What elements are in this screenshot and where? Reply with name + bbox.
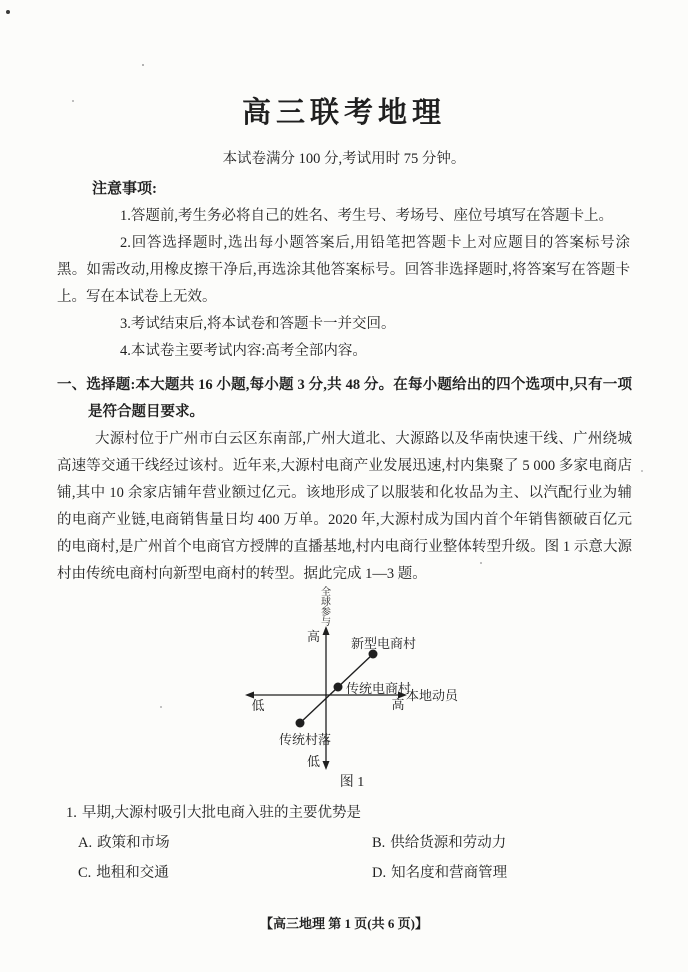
option-text: 政策和市场 bbox=[97, 835, 170, 851]
y-axis-low-tick: 低 bbox=[306, 754, 320, 769]
scan-speck bbox=[160, 706, 162, 708]
option-label: D. bbox=[372, 865, 387, 881]
point-traditional-village bbox=[296, 719, 305, 728]
option-text: 地租和交通 bbox=[96, 865, 169, 881]
notice-item: 1.答题前,考生务必将自己的姓名、考生号、考场号、座位号填写在答题卡上。 bbox=[120, 208, 613, 224]
x-axis-label: 本地动员 bbox=[406, 688, 459, 703]
question-stem-text: 早期,大源村吸引大批电商入驻的主要优势是 bbox=[81, 805, 361, 821]
notice-item: 4.本试卷主要考试内容:高考全部内容。 bbox=[120, 343, 367, 359]
notice-heading: 注意事项: bbox=[92, 181, 157, 197]
question-stem bbox=[66, 798, 632, 828]
option-a bbox=[57, 828, 372, 858]
option-d bbox=[372, 858, 507, 888]
option-label: B. bbox=[372, 835, 386, 851]
reading-passage: 大源村位于广州市白云区东南部,广州大道北、大源路以及华南快速干线、广州绕城高速等交通干线经过该村。近年来,大源村电商产业发展迅速,村内集聚了 5 000 多家电商店铺,其中 10 余家店铺年营业额过亿元。该地形成了以服装和化妆品为主、以汽配行业为辅的电商产业链,电商销售量日均 400 万单。2020 年,大源村成为国内首个年销售额破百亿元的电商村,是广州首个电商官方授牌的直播基地,村内电商行业整体转型升级。图 1 示意大源村由传统电商村向新型电商村的转型。据此完成 1—3 题。 bbox=[57, 431, 632, 582]
page-title: 高三联考地理 bbox=[241, 97, 446, 130]
notice-item: 3.考试结束后,将本试卷和答题卡一并交回。 bbox=[120, 316, 396, 332]
exam-subtitle: 本试卷满分 100 分,考试用时 75 分钟。 bbox=[222, 151, 466, 167]
y-axis-label-char: 与 bbox=[321, 617, 331, 628]
figure-1-diagram bbox=[226, 586, 506, 786]
y-axis-arrow-down-icon bbox=[323, 761, 330, 770]
scan-speck bbox=[6, 10, 10, 14]
section-heading: 一、选择题:本大题共 16 小题,每小题 3 分,共 48 分。在每小题给出的四个选项中,只有一项是符合题目要求。 bbox=[57, 377, 632, 420]
x-axis-low-tick: 低 bbox=[251, 698, 265, 713]
y-axis-label-char: 参 bbox=[321, 607, 331, 618]
option-b bbox=[372, 828, 506, 858]
option-label: C. bbox=[78, 865, 92, 881]
question-1 bbox=[57, 798, 632, 888]
notice-item: 2.回答选择题时,选出每小题答案后,用铅笔把答题卡上对应题目的答案标号涂黑。如需改动,用橡皮擦干净后,再选涂其他答案标号。回答非选择题时,将答案写在答题卡上。写在本试卷上无效。 bbox=[57, 235, 630, 305]
y-axis-label-char: 球 bbox=[321, 597, 331, 608]
notice-block bbox=[57, 176, 630, 365]
section-1-choice-questions bbox=[57, 372, 632, 588]
option-row bbox=[57, 828, 632, 858]
question-number: 1. bbox=[66, 805, 77, 821]
point-label: 新型电商村 bbox=[351, 636, 417, 651]
scan-speck bbox=[641, 470, 643, 472]
option-text: 知名度和营商管理 bbox=[391, 865, 508, 881]
scan-speck bbox=[142, 64, 144, 66]
x-axis-high-tick: 高 bbox=[391, 697, 405, 712]
figure-caption: 图 1 bbox=[339, 775, 365, 790]
y-axis-high-tick: 高 bbox=[306, 629, 320, 644]
y-axis-label-char: 全 bbox=[321, 587, 331, 598]
point-label: 传统电商村 bbox=[346, 681, 412, 696]
point-label: 传统村落 bbox=[279, 732, 332, 747]
point-traditional-ecommerce-village bbox=[334, 683, 343, 692]
page-footer: 【高三地理 第 1 页(共 6 页)】 bbox=[260, 916, 428, 931]
option-row bbox=[57, 858, 632, 888]
option-c bbox=[57, 858, 372, 888]
option-text: 供给货源和劳动力 bbox=[390, 835, 507, 851]
option-label: A. bbox=[78, 835, 93, 851]
